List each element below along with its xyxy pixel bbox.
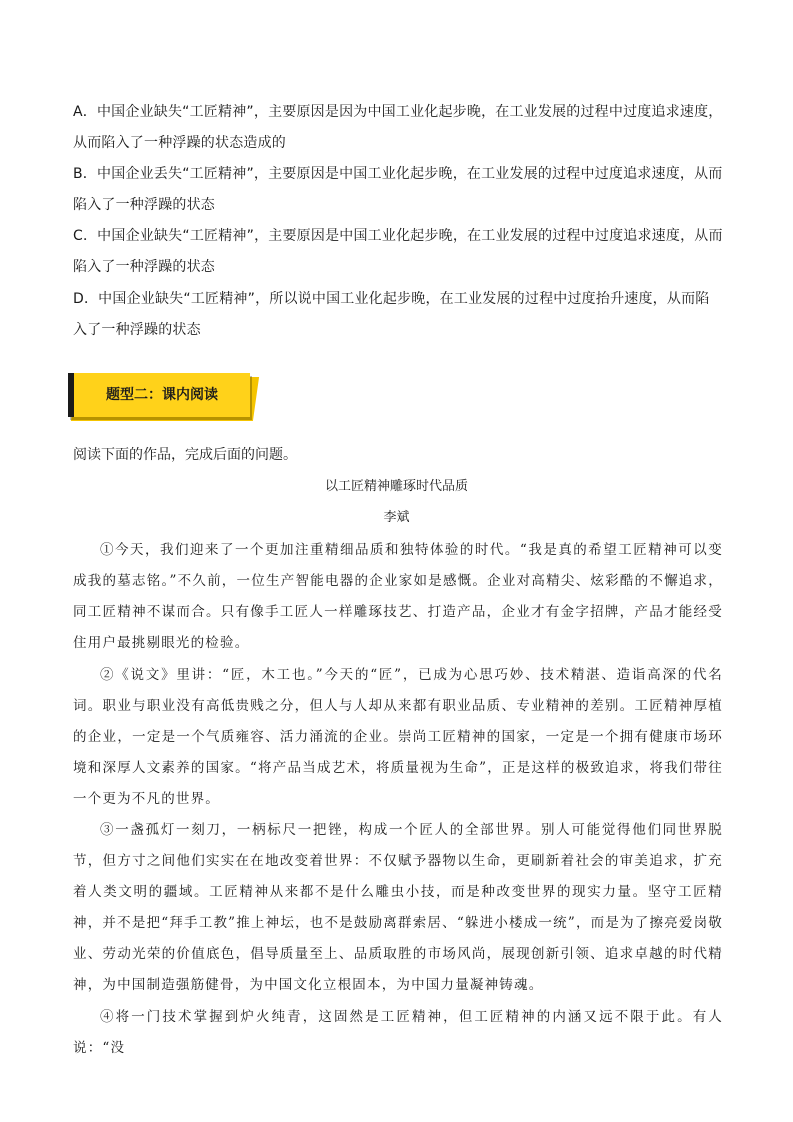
banner-body bbox=[68, 373, 250, 417]
reading-instruction: 阅读下面的作品，完成后面的问题。 bbox=[73, 447, 297, 463]
option-d: D．中国企业缺失“工匠精神”，所以说中国工业化起步晚，在工业发展的过程中过度抬升速度，从而陷入了一种浮躁的状态 bbox=[73, 291, 710, 338]
section-banner bbox=[68, 373, 258, 423]
article-paragraph-1: ①今天，我们迎来了一个更加注重精细品质和独特体验的时代。“我是真的希望工匠精神可以变成我的墓志铭。”不久前，一位生产智能电器的企业家如是感慨。企业对高精尖、炫彩酷的不懈追求，同工匠精神不谋而合。只有像手工匠人一样雕琢技艺、打造产品，企业才有金字招牌，产品才能经受住用户最挑剔眼光的检验。 bbox=[73, 542, 723, 651]
option-a: A．中国企业缺失“工匠精神”，主要原因是因为中国工业化起步晚，在工业发展的过程中过度追求速度，从而陷入了一种浮躁的状态造成的 bbox=[73, 104, 723, 151]
article-paragraph-3: ③一盏孤灯一刻刀，一柄标尺一把锉，构成一个匠人的全部世界。别人可能觉得他们同世界脱节，但方寸之间他们实实在在地改变着世界：不仅赋予器物以生命，更刷新着社会的审美追求，扩充着人类文明的疆域。工匠精神从来都不是什么雕虫小技，而是种改变世界的现实力量。坚守工匠精神，并不是把“拜手工教”推上神坛，也不是鼓励离群索居、“躲进小楼成一统”，而是为了擦亮爱岗敬业、劳动光荣的价值底色，倡导质量至上、品质取胜的市场风尚，展现创新引领、追求卓越的时代精神，为中国制造强筋健骨，为中国文化立根固本，为中国力量凝神铸魂。 bbox=[73, 822, 723, 993]
option-b: B．中国企业丢失“工匠精神”，主要原因是中国工业化起步晚，在工业发展的过程中过度追求速度，从而陷入了一种浮躁的状态 bbox=[73, 166, 723, 213]
article-title: 以工匠精神雕琢时代品质 bbox=[324, 479, 468, 494]
section-label: 题型二：课内阅读 bbox=[106, 387, 218, 403]
article-author: 李斌 bbox=[383, 510, 410, 525]
article-paragraph-2: ②《说文》里讲：“匠，木工也。”今天的“匠”，已成为心思巧妙、技术精湛、造诣高深的代名词。职业与职业没有高低贵贱之分，但人与人却从来都有职业品质、专业精神的差别。工匠精神厚植的企业，一定是一个气质雍容、活力涌流的企业。崇尚工匠精神的国家，一定是一个拥有健康市场环境和深厚人文素养的国家。“将产品当成艺术，将质量视为生命”，正是这样的极致追求，将我们带往一个更为不凡的世界。 bbox=[73, 667, 723, 807]
article-paragraph-4: ④将一门技术掌握到炉火纯青，这固然是工匠精神，但工匠精神的内涵又远不限于此。有人说：“没 bbox=[73, 1009, 723, 1056]
option-c: C．中国企业缺失“工匠精神”，主要原因是中国工业化起步晚，在工业发展的过程中过度追求速度，从而陷入了一种浮躁的状态 bbox=[73, 228, 723, 275]
